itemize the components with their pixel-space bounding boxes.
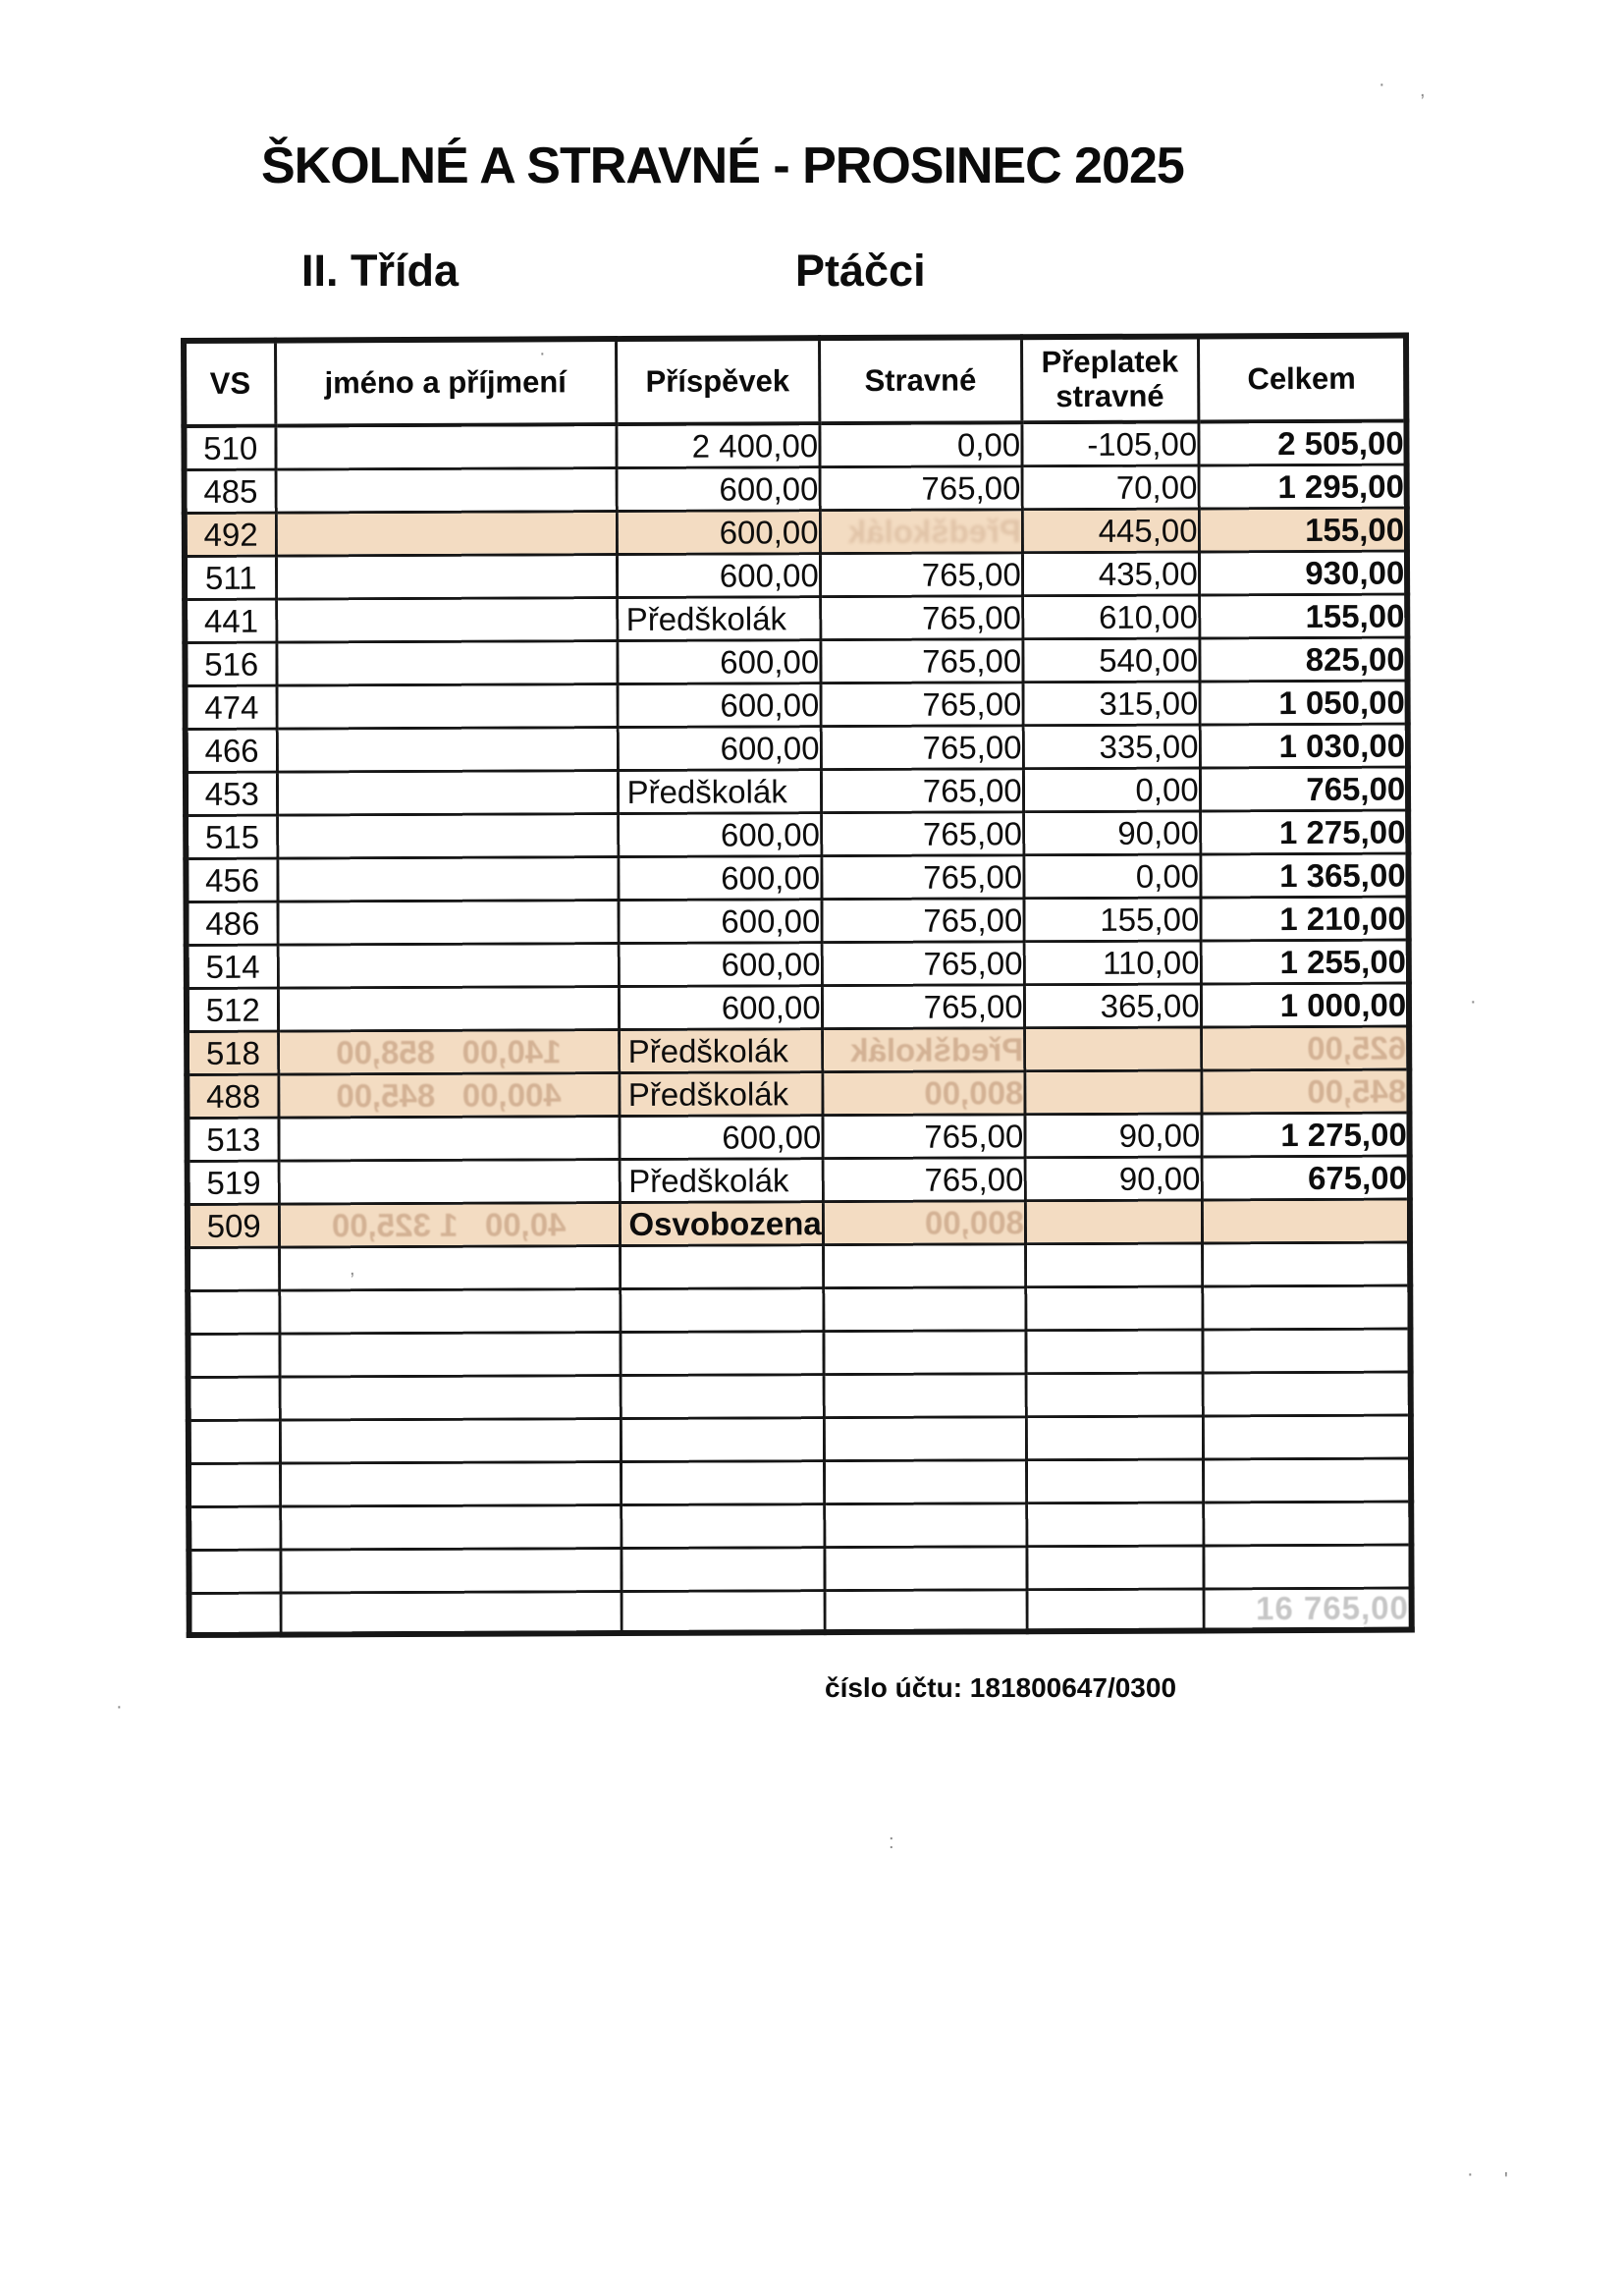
cell-466-stravne: 765,00: [821, 726, 1023, 770]
cell-486-stravne: 765,00: [822, 899, 1024, 943]
cell-514-name: [278, 944, 619, 989]
cell-466-name: [277, 728, 618, 773]
scan-speck: ·: [116, 1696, 123, 1718]
cell-empty-1-name: [279, 1246, 620, 1291]
cell-488-name: [278, 1073, 619, 1119]
cell-514-stravne: 765,00: [822, 942, 1024, 986]
header-prispevek: Příspěvek: [616, 338, 820, 424]
cell-474-preplatek: 315,00: [1023, 682, 1200, 726]
table-row-510: [184, 421, 1406, 470]
scan-speck: ,: [350, 1258, 355, 1280]
cell-514-vs: 514: [187, 945, 278, 988]
fees-table: [181, 333, 1415, 1638]
cell-511-name: [276, 555, 617, 600]
cell-466-prispevek: 600,00: [618, 727, 821, 771]
cell-518-prispevek: [619, 1029, 822, 1073]
cell-empty-9-prispevek: [622, 1591, 825, 1633]
cell-empty-7-celkem: [1203, 1502, 1411, 1546]
table-header-row: [184, 336, 1407, 426]
scan-speck: ·: [539, 343, 546, 364]
cell-441-name: [276, 598, 617, 643]
scan-speck: ·: [1470, 991, 1477, 1012]
cell-empty-2-preplatek: [1025, 1286, 1202, 1331]
cell-453-preplatek: 0,00: [1023, 768, 1200, 812]
cell-466-celkem: 1 030,00: [1200, 724, 1408, 768]
cell-empty-5-vs: [189, 1420, 280, 1463]
cell-485-prispevek: 600,00: [617, 467, 820, 512]
bleedthrough-ghost-text: 800,00: [924, 1073, 1024, 1112]
cell-488-celkem: [1201, 1069, 1409, 1114]
cell-441-stravne: 765,00: [820, 596, 1022, 640]
cell-empty-6-vs: [189, 1463, 280, 1506]
cell-492-celkem: 155,00: [1199, 508, 1407, 552]
cell-511-vs: 511: [185, 556, 276, 599]
cell-519-preplatek: 90,00: [1025, 1157, 1202, 1201]
bleedthrough-ghost-text: 40,00 1 325,00: [332, 1205, 567, 1243]
cell-empty-5-preplatek: [1026, 1416, 1203, 1460]
cell-511-prispevek: 600,00: [617, 554, 820, 598]
bleedthrough-ghost-text: 800,00: [924, 1203, 1024, 1241]
table-row-492: [185, 508, 1407, 556]
cell-441-preplatek: 610,00: [1022, 595, 1199, 639]
cell-519-stravne: 765,00: [823, 1158, 1025, 1202]
cell-empty-5-prispevek: [621, 1418, 824, 1462]
table-row-453: [186, 767, 1408, 815]
cell-509-vs: 509: [188, 1204, 279, 1247]
cell-empty-2-prispevek: [620, 1288, 823, 1333]
cell-510-celkem: 2 505,00: [1199, 421, 1407, 465]
cell-518-name: [278, 1030, 619, 1075]
cell-empty-5-name: [280, 1419, 621, 1464]
cell-456-preplatek: 0,00: [1024, 854, 1201, 899]
class-label: II. Třída: [301, 246, 460, 296]
cell-453-stravne: 765,00: [821, 769, 1023, 813]
cell-513-stravne: 765,00: [823, 1115, 1025, 1159]
cell-453-name: [277, 771, 618, 816]
cell-empty-8-preplatek: [1027, 1546, 1204, 1590]
cell-485-vs: 485: [185, 469, 276, 513]
cell-empty-7-preplatek: [1026, 1503, 1203, 1547]
cell-509-stravne: [823, 1201, 1025, 1245]
cell-519-name: [279, 1160, 620, 1205]
header-celkem: Celkem: [1198, 336, 1406, 422]
cell-empty-4-name: [280, 1376, 621, 1421]
cell-515-stravne: 765,00: [821, 812, 1023, 856]
cell-513-preplatek: 90,00: [1025, 1114, 1202, 1158]
bleedthrough-ghost-text: 625,00: [1307, 1029, 1407, 1066]
cell-510-stravne: 0,00: [820, 422, 1022, 466]
table-row-empty-9: [189, 1588, 1412, 1635]
cell-empty-9-preplatek: [1027, 1589, 1204, 1631]
cell-486-prispevek: 600,00: [619, 900, 822, 944]
cell-empty-2-name: [279, 1289, 620, 1335]
cell-488-prispevek: [619, 1072, 822, 1117]
scan-speck: ': [1504, 2169, 1508, 2191]
cell-512-preplatek: 365,00: [1024, 984, 1201, 1028]
cell-510-name: [275, 424, 616, 469]
cell-513-name: [278, 1117, 619, 1162]
cell-516-prispevek: 600,00: [617, 640, 820, 684]
table-row-empty-6: [189, 1458, 1411, 1506]
cell-474-name: [277, 684, 618, 730]
cell-empty-4-vs: [189, 1377, 280, 1420]
header-vs: VS: [184, 341, 275, 426]
table-row-466: [186, 724, 1408, 772]
table-row-empty-7: [189, 1502, 1411, 1550]
cell-509-preplatek: [1025, 1200, 1202, 1244]
cell-empty-4-prispevek: [621, 1375, 824, 1419]
cell-511-stravne: 765,00: [820, 553, 1022, 597]
cell-empty-8-vs: [189, 1550, 280, 1593]
table-row-empty-2: [188, 1285, 1410, 1334]
cell-474-celkem: 1 050,00: [1200, 681, 1408, 725]
bleedthrough-ghost-text: 140,00 858,00: [335, 1032, 562, 1070]
cell-488-vs: 488: [187, 1074, 278, 1118]
bleedthrough-ghost-text: Předškolák: [849, 1030, 1023, 1068]
cell-empty-9-vs: [189, 1593, 281, 1635]
cell-empty-1-celkem: [1202, 1242, 1410, 1286]
erased-total-ghost: 16 765,00: [1255, 1589, 1409, 1627]
table-row-empty-5: [189, 1415, 1411, 1463]
prispevek-text: Předškolák: [625, 599, 787, 637]
cell-453-vs: 453: [186, 772, 277, 815]
cell-509-prispevek: [620, 1202, 823, 1246]
cell-485-celkem: 1 295,00: [1199, 465, 1407, 509]
cell-empty-6-stravne: [824, 1460, 1026, 1504]
table-row-512: [187, 983, 1409, 1031]
table-row-empty-3: [188, 1329, 1410, 1377]
header-stravne: Stravné: [819, 337, 1021, 423]
cell-510-vs: 510: [184, 426, 275, 470]
cell-456-celkem: 1 365,00: [1201, 853, 1409, 898]
table-row-513: [187, 1113, 1409, 1161]
cell-empty-3-vs: [188, 1334, 279, 1377]
cell-empty-4-stravne: [824, 1374, 1026, 1418]
cell-515-vs: 515: [186, 815, 277, 858]
cell-empty-5-stravne: [824, 1417, 1026, 1461]
cell-485-stravne: 765,00: [820, 466, 1022, 511]
cell-empty-8-celkem: [1204, 1545, 1412, 1589]
prispevek-text: Předškolák: [628, 1161, 789, 1199]
table-row-515: [186, 810, 1408, 858]
cell-empty-8-name: [280, 1549, 621, 1594]
cell-512-name: [278, 987, 619, 1032]
cell-514-preplatek: 110,00: [1024, 941, 1201, 985]
cell-empty-1-stravne: [823, 1244, 1025, 1288]
cell-empty-7-prispevek: [621, 1504, 824, 1549]
cell-515-name: [277, 814, 618, 859]
cell-512-prispevek: 600,00: [619, 986, 822, 1030]
cell-511-celkem: 930,00: [1199, 551, 1407, 595]
cell-510-preplatek: -105,00: [1022, 421, 1199, 465]
cell-486-preplatek: 155,00: [1024, 898, 1201, 942]
table-row-empty-4: [189, 1372, 1411, 1420]
cell-empty-6-name: [280, 1462, 621, 1507]
prispevek-text: Předškolák: [626, 772, 787, 810]
cell-510-prispevek: 2 400,00: [616, 423, 819, 467]
table-row-485: [185, 465, 1407, 513]
cell-empty-3-celkem: [1203, 1329, 1411, 1373]
cell-empty-7-name: [280, 1505, 621, 1551]
cell-509-celkem: [1202, 1199, 1410, 1243]
cell-512-vs: 512: [187, 988, 278, 1031]
cell-519-prispevek: [620, 1159, 823, 1203]
table-row-509: [188, 1199, 1410, 1247]
cell-513-celkem: 1 275,00: [1202, 1113, 1410, 1157]
cell-empty-1-vs: [188, 1247, 279, 1290]
cell-453-celkem: 765,00: [1200, 767, 1408, 811]
cell-empty-5-celkem: [1203, 1415, 1411, 1459]
cell-515-prispevek: 600,00: [618, 813, 821, 857]
cell-456-name: [277, 857, 618, 902]
cell-518-stravne: [822, 1028, 1024, 1072]
header-preplatek: Přeplatek stravné: [1021, 336, 1198, 422]
bleedthrough-ghost-text: 845,00: [1307, 1072, 1407, 1110]
scan-speck: :: [889, 1831, 894, 1853]
cell-518-vs: 518: [187, 1031, 278, 1074]
cell-516-celkem: 825,00: [1200, 637, 1408, 682]
cell-456-vs: 456: [186, 858, 277, 902]
cell-empty-9-stravne: [825, 1590, 1027, 1632]
cell-empty-8-prispevek: [621, 1548, 824, 1592]
cell-513-vs: 513: [187, 1118, 278, 1161]
cell-486-vs: 486: [187, 902, 278, 945]
table-row-empty-1: [188, 1242, 1410, 1290]
cell-518-celkem: [1201, 1026, 1409, 1070]
cell-485-name: [276, 468, 617, 514]
cell-empty-9-celkem: [1204, 1588, 1412, 1630]
group-label: Ptáčci: [795, 246, 926, 296]
table-row-519: [188, 1156, 1410, 1204]
table-row-456: [186, 853, 1408, 902]
cell-515-preplatek: 90,00: [1023, 811, 1200, 855]
table-row-488: [187, 1069, 1409, 1118]
cell-456-stravne: 765,00: [822, 855, 1024, 900]
cell-466-preplatek: 335,00: [1023, 725, 1200, 769]
cell-empty-3-stravne: [824, 1331, 1026, 1375]
cell-514-prispevek: 600,00: [619, 943, 822, 987]
cell-516-preplatek: 540,00: [1023, 638, 1200, 683]
prispevek-text: Předškolák: [627, 1074, 789, 1113]
cell-441-prispevek: [617, 597, 820, 641]
cell-512-stravne: 765,00: [822, 985, 1024, 1029]
cell-488-preplatek: [1024, 1070, 1201, 1115]
cell-466-vs: 466: [186, 729, 277, 772]
cell-492-name: [276, 512, 617, 557]
cell-516-vs: 516: [185, 642, 276, 685]
cell-empty-8-stravne: [825, 1547, 1027, 1591]
cell-492-vs: 492: [185, 513, 276, 556]
cell-441-vs: 441: [185, 599, 276, 642]
table-row-486: [187, 897, 1409, 945]
cell-empty-1-preplatek: [1025, 1243, 1202, 1287]
cell-empty-6-prispevek: [621, 1461, 824, 1505]
cell-441-celkem: 155,00: [1199, 594, 1407, 638]
scan-speck: ·: [1379, 74, 1385, 95]
cell-474-vs: 474: [186, 685, 277, 729]
cell-515-celkem: 1 275,00: [1200, 810, 1408, 854]
cell-492-preplatek: 445,00: [1022, 509, 1199, 553]
table-row-516: [185, 637, 1407, 685]
cell-456-prispevek: 600,00: [618, 856, 821, 901]
cell-519-vs: 519: [188, 1161, 279, 1204]
table-row-511: [185, 551, 1407, 599]
cell-513-prispevek: 600,00: [619, 1116, 822, 1160]
cell-453-prispevek: [618, 770, 821, 814]
cell-empty-7-stravne: [824, 1503, 1026, 1548]
cell-492-stravne: [820, 510, 1022, 554]
cell-empty-2-stravne: [823, 1287, 1025, 1332]
table-row-474: [186, 681, 1408, 729]
table-row-441: [185, 594, 1407, 642]
cell-empty-9-name: [281, 1592, 622, 1635]
cell-empty-7-vs: [189, 1506, 280, 1550]
scan-speck: ,: [1420, 80, 1426, 101]
cell-486-celkem: 1 210,00: [1201, 897, 1409, 941]
cell-486-name: [278, 901, 619, 946]
page-title: ŠKOLNÉ A STRAVNÉ - PROSINEC 2025: [261, 137, 1184, 194]
cell-516-name: [276, 641, 617, 686]
bleedthrough-ghost-text: 400,00 845,00: [336, 1075, 562, 1114]
cell-518-preplatek: [1024, 1027, 1201, 1071]
bleedthrough-ghost-text: Předškolák: [847, 512, 1021, 550]
prispevek-text: Osvobozena: [628, 1204, 822, 1242]
cell-488-stravne: [822, 1071, 1024, 1116]
table-row-518: [187, 1026, 1409, 1074]
cell-empty-3-name: [279, 1333, 620, 1378]
account-number-note: číslo účtu: 181800647/0300: [825, 1672, 1177, 1703]
cell-512-celkem: 1 000,00: [1201, 983, 1409, 1027]
cell-empty-1-prispevek: [620, 1245, 823, 1289]
cell-empty-3-preplatek: [1026, 1330, 1203, 1374]
cell-519-celkem: 675,00: [1202, 1156, 1410, 1200]
cell-474-stravne: 765,00: [821, 683, 1023, 727]
header-name: jméno a příjmení: [275, 339, 616, 426]
cell-485-preplatek: 70,00: [1022, 465, 1199, 510]
cell-empty-3-prispevek: [620, 1332, 823, 1376]
cell-empty-4-preplatek: [1026, 1373, 1203, 1417]
cell-509-name: [279, 1203, 620, 1248]
cell-511-preplatek: 435,00: [1022, 552, 1199, 596]
prispevek-text: Předškolák: [627, 1031, 789, 1069]
cell-474-prispevek: 600,00: [618, 683, 821, 728]
table-row-514: [187, 940, 1409, 988]
cell-empty-2-vs: [188, 1290, 279, 1334]
cell-492-prispevek: 600,00: [617, 511, 820, 555]
cell-empty-6-celkem: [1203, 1458, 1411, 1503]
cell-516-stravne: 765,00: [821, 639, 1023, 683]
cell-empty-6-preplatek: [1026, 1459, 1203, 1503]
cell-empty-4-celkem: [1203, 1372, 1411, 1416]
cell-empty-2-celkem: [1202, 1285, 1410, 1330]
scan-speck: ·: [1467, 2163, 1474, 2185]
table-row-empty-8: [189, 1545, 1411, 1593]
cell-514-celkem: 1 255,00: [1201, 940, 1409, 984]
